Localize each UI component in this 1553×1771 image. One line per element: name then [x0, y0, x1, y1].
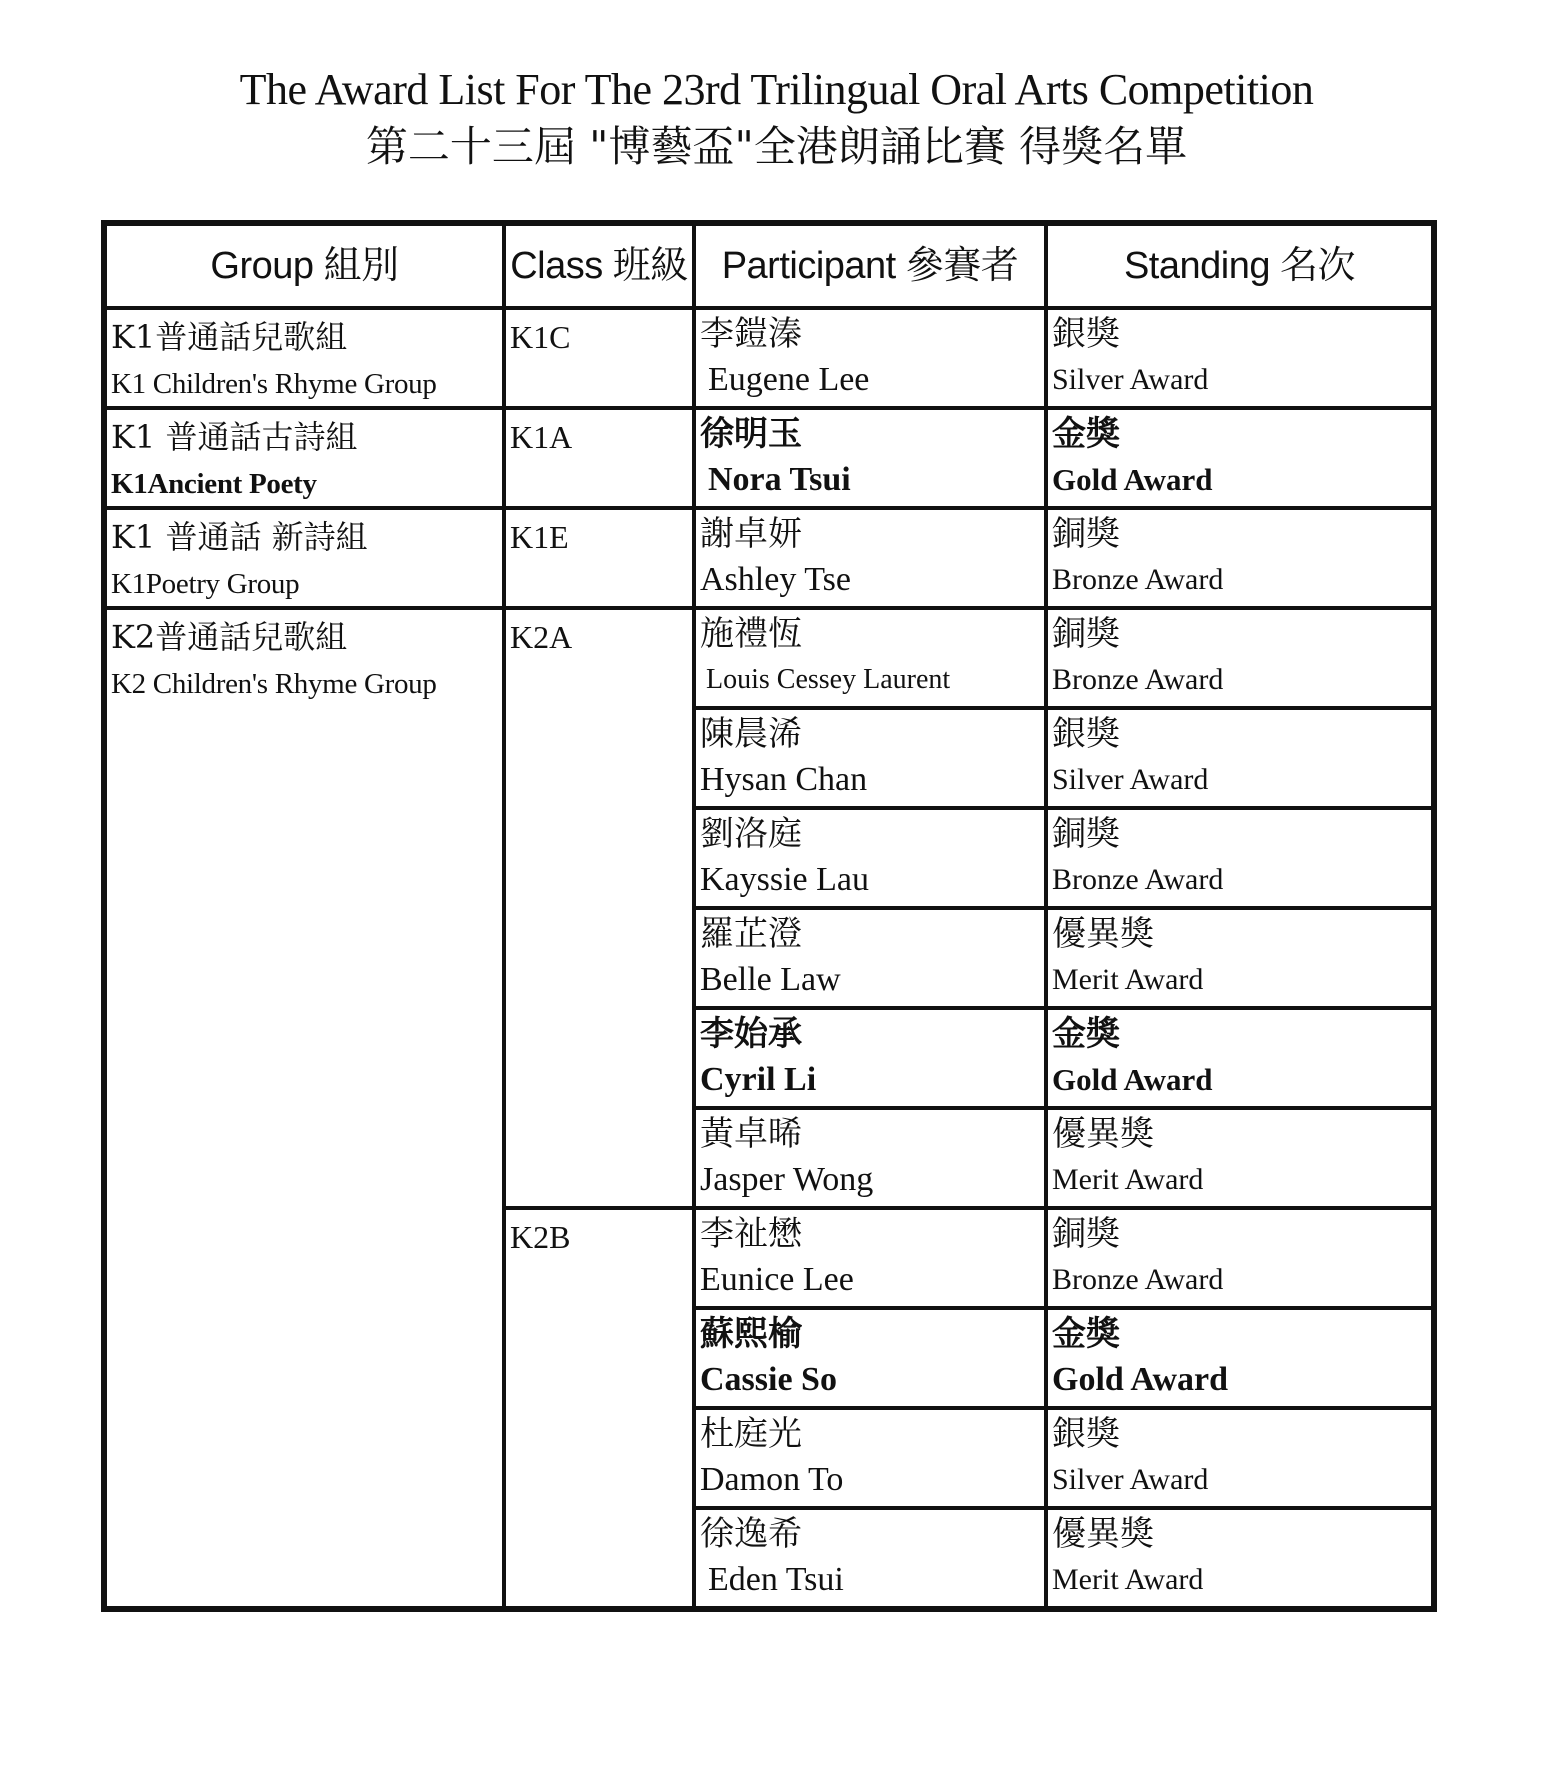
standing-cell [1046, 608, 1434, 708]
award-chinese: 金獎 [1052, 414, 1120, 454]
award-english: Merit Award [1052, 1563, 1204, 1596]
header-standing: Standing 名次 [1046, 223, 1434, 308]
award-english: Silver Award [1052, 363, 1209, 396]
award-chinese: 銅獎 [1052, 514, 1120, 554]
group-cell [104, 308, 504, 408]
award-english: Bronze Award [1052, 663, 1224, 696]
participant-cell [694, 1308, 1046, 1408]
award-english: Bronze Award [1052, 563, 1224, 596]
group-cell [104, 608, 504, 1609]
participant-name-chinese: 施禮恆 [700, 614, 802, 654]
group-name-english: K1 Children's Rhyme Group [111, 368, 437, 400]
class-label: K1E [510, 519, 569, 555]
title-english: The Award List For The 23rd Trilingual Oral Arts Competition [239, 65, 1314, 114]
participant-name-english: Eugene Lee [708, 361, 870, 398]
standing-cell [1046, 1008, 1434, 1108]
participant-name-chinese: 蘇熙榆 [700, 1314, 802, 1354]
award-chinese: 優異獎 [1052, 914, 1154, 954]
participant-name-english: Belle Law [700, 961, 841, 998]
award-chinese: 銅獎 [1052, 814, 1120, 854]
participant-name-english: Eunice Lee [700, 1261, 854, 1298]
participant-cell [694, 408, 1046, 508]
award-english: Merit Award [1052, 1163, 1204, 1196]
participant-name-english: Ashley Tse [700, 561, 851, 598]
award-chinese: 銀獎 [1052, 1414, 1120, 1454]
participant-name-chinese: 黃卓晞 [700, 1114, 802, 1154]
group-name-english: K1Ancient Poety [111, 468, 317, 500]
participant-name-english: Eden Tsui [708, 1561, 844, 1598]
award-chinese: 優異獎 [1052, 1514, 1154, 1554]
standing-cell [1046, 1308, 1434, 1408]
award-english: Bronze Award [1052, 863, 1224, 896]
participant-name-chinese: 羅芷澄 [700, 914, 802, 954]
participant-cell [694, 908, 1046, 1008]
participant-name-chinese: 李鎧溱 [700, 314, 802, 354]
standing-cell [1046, 708, 1434, 808]
class-label: K1A [510, 419, 573, 455]
class-label: K1C [510, 319, 571, 355]
participant-cell [694, 1008, 1046, 1108]
award-english: Bronze Award [1052, 1263, 1224, 1296]
award-english: Gold Award [1052, 1361, 1229, 1398]
award-chinese: 銅獎 [1052, 1214, 1120, 1254]
participant-name-english: Cyril Li [700, 1061, 817, 1098]
group-name-chinese: K2普通話兒歌組 [111, 618, 348, 656]
participant-name-english: Louis Cessey Laurent [706, 664, 951, 695]
standing-cell [1046, 1408, 1434, 1508]
table-row [104, 408, 1434, 508]
header-participant: Participant 參賽者 [694, 223, 1046, 308]
participant-name-english: Hysan Chan [700, 761, 868, 798]
table-header-row [104, 223, 1434, 308]
award-chinese: 銀獎 [1052, 714, 1120, 754]
participant-cell [694, 708, 1046, 808]
award-english: Silver Award [1052, 763, 1209, 796]
participant-name-chinese: 謝卓妍 [700, 514, 802, 554]
class-cell [504, 408, 694, 508]
group-name-chinese: K1 普通話古詩組 [111, 418, 358, 456]
participant-cell [694, 508, 1046, 608]
class-label: K2A [510, 619, 573, 655]
standing-cell [1046, 1108, 1434, 1208]
participant-name-english: Kayssie Lau [700, 861, 870, 898]
group-name-chinese: K1普通話兒歌組 [111, 318, 348, 356]
participant-cell [694, 608, 1046, 708]
participant-cell [694, 1508, 1046, 1609]
participant-name-chinese: 李祉懋 [700, 1214, 802, 1254]
award-chinese: 銅獎 [1052, 614, 1120, 654]
award-chinese: 金獎 [1052, 1314, 1120, 1354]
participant-name-english: Cassie So [700, 1361, 837, 1398]
standing-cell [1046, 1508, 1434, 1609]
award-chinese: 金獎 [1052, 1014, 1120, 1054]
header-group: Group 組別 [104, 223, 504, 308]
award-english: Gold Award [1052, 462, 1213, 497]
class-cell [504, 608, 694, 1208]
title-chinese: 第二十三屆 "博藝盃"全港朗誦比賽 得獎名單 [365, 122, 1188, 171]
table-row [104, 608, 1434, 708]
participant-name-chinese: 徐逸希 [700, 1514, 802, 1554]
standing-cell [1046, 508, 1434, 608]
group-cell [104, 408, 504, 508]
group-name-chinese: K1 普通話 新詩組 [111, 518, 368, 556]
participant-name-chinese: 李始承 [700, 1014, 802, 1054]
participant-name-english: Jasper Wong [700, 1161, 874, 1198]
award-chinese: 銀獎 [1052, 314, 1120, 354]
standing-cell [1046, 808, 1434, 908]
group-name-english: K1Poetry Group [111, 568, 300, 600]
header-class: Class 班級 [504, 223, 694, 308]
participant-cell [694, 1208, 1046, 1308]
participant-name-chinese: 杜庭光 [700, 1414, 802, 1454]
standing-cell [1046, 408, 1434, 508]
group-name-english: K2 Children's Rhyme Group [111, 668, 437, 700]
table-row [104, 308, 1434, 408]
award-english: Gold Award [1052, 1062, 1213, 1097]
participant-name-chinese: 劉洛庭 [700, 814, 802, 854]
participant-cell [694, 1108, 1046, 1208]
table-row [104, 508, 1434, 608]
participant-name-chinese: 陳晨浠 [700, 714, 802, 754]
class-cell [504, 508, 694, 608]
standing-cell [1046, 308, 1434, 408]
participant-cell [694, 308, 1046, 408]
award-english: Merit Award [1052, 963, 1204, 996]
participant-name-english: Nora Tsui [708, 461, 851, 498]
class-cell [504, 1208, 694, 1609]
participant-cell [694, 808, 1046, 908]
group-cell [104, 508, 504, 608]
award-table [101, 220, 1437, 1612]
participant-name-chinese: 徐明玉 [700, 414, 802, 454]
standing-cell [1046, 1208, 1434, 1308]
standing-cell [1046, 908, 1434, 1008]
participant-name-english: Damon To [700, 1461, 844, 1498]
award-english: Silver Award [1052, 1463, 1209, 1496]
award-chinese: 優異獎 [1052, 1114, 1154, 1154]
class-label: K2B [510, 1219, 571, 1255]
class-cell [504, 308, 694, 408]
title-block [0, 62, 1553, 176]
participant-cell [694, 1408, 1046, 1508]
